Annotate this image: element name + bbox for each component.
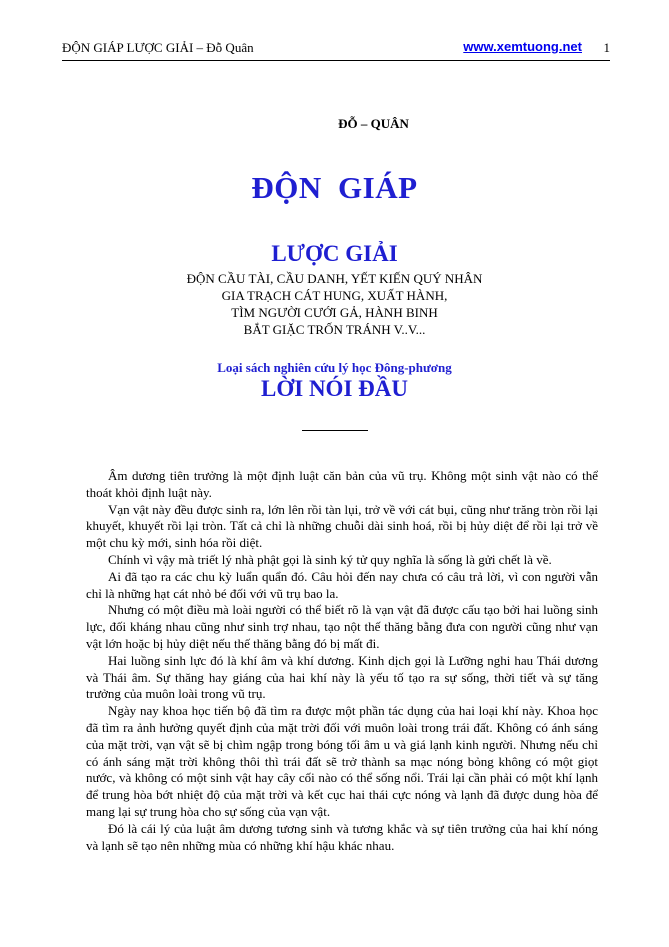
paragraph: Vạn vật này đều được sinh ra, lớn lên rồi tàn lụi, trở về với cát bụi, cũng như trăng tròn rồi lại khuyết, khuyết rồi lại tròn. Tất cả chỉ là những chuỗi dài sinh hoá, rồi bị hủy diệt để rồi lại trở về một chu kỳ mới, sinh hóa rồi diệt. (86, 501, 598, 551)
page-number: 1 (603, 40, 610, 55)
topic-line: GIA TRẠCH CÁT HUNG, XUẤT HÀNH, (221, 288, 448, 303)
paragraph: Âm dương tiên trưởng là một định luật căn bản của vũ trụ. Không một sinh vật nào có thể thoát khỏi định luật này. (86, 468, 598, 500)
paragraph: Ngày nay khoa học tiến bộ đã tìm ra được một phần tác dụng của hai loại khí này. Khoa học đã tìm ra ảnh hưởng quyết định của mặt trời đối với muôn loài trong trái đất. Không có ánh sáng của mặt trời, vạn vật sẽ bị chìm ngập trong bóng tối âm u và giá lạnh kinh người. Nhưng nếu chỉ có ánh sáng mặt trời không thôi thì trái đất sẽ trở thành sa mạc nóng bỏng không có một giọt nước, và không có một sinh vật hay cây cối nào có thể sống nổi. Trái lại cần phải có một khí lạnh để trung hòa bớt nhiệt độ của mặt trời và kết cục hai thái cực nóng và lạnh đã được dung hòa để mang lại sự trung hòa cho sự sống của vạn vật. (86, 703, 598, 819)
topic-line: TÌM NGƯỜI CƯỚI GẢ, HÀNH BINH (231, 305, 438, 320)
paragraph: Chính vì vậy mà triết lý nhà phật gọi là sinh ký tử quy nghĩa là sống là gửi chết là về. (108, 551, 552, 567)
body-text (86, 468, 598, 854)
main-title: ĐỘN GIÁP (251, 170, 418, 205)
paragraph: Ai đã tạo ra các chu kỳ luẩn quẩn đó. Câu hỏi đến nay chưa có câu trả lời, vì con người vẫn chỉ là những hạt cát nhỏ bé đối với vũ trụ bao la. (86, 568, 598, 601)
paragraph: Đó là cái lý của luật âm dương tương sinh và tương khắc và sự tiên trưởng của hai khí nóng và lạnh sẽ tạo nên những mùa có những khí hậu khác nhau. (86, 820, 598, 853)
topics-list (0, 270, 669, 338)
divider-rule (302, 430, 368, 431)
website-link[interactable]: www.xemtuong.net (463, 39, 582, 54)
series-note: Loại sách nghiên cứu lý học Đông-phương (217, 360, 452, 375)
sub-title: LƯỢC GIẢI (271, 241, 398, 266)
page-header (62, 38, 610, 61)
foreword-title: LỜI NÓI ĐẦU (261, 376, 408, 401)
topic-line: BẮT GIẶC TRỐN TRÁNH V..V... (243, 322, 426, 337)
topic-line: ĐỘN CẦU TÀI, CẦU DANH, YẾT KIẾN QUÝ NHÂN (186, 271, 483, 286)
paragraph: Hai luồng sinh lực đó là khí âm và khí dương. Kinh dịch gọi là Lưỡng nghi hau Thái dương và Thái âm. Sự thăng hay giáng của hai khí này là yếu tố tạo ra sự sống, thời tiết và sự tăng trưởng của muôn loài trong vũ trụ. (86, 652, 598, 702)
author-name: ĐỖ – QUÂN (338, 116, 409, 131)
paragraph: Nhưng có một điều mà loài người có thể biết rõ là vạn vật đã được cấu tạo bởi hai luồng sinh lực, đối kháng nhau cũng như sinh trợ nhau, tạo nột thế thăng bằng đưa con người cũng như vạn vật lớn hoặc bị hủy diệt nếu thế thăng bằng đó bị mất đi. (86, 602, 598, 651)
header-title: ĐỘN GIÁP LƯỢC GIẢI – Đỗ Quân (62, 40, 254, 55)
